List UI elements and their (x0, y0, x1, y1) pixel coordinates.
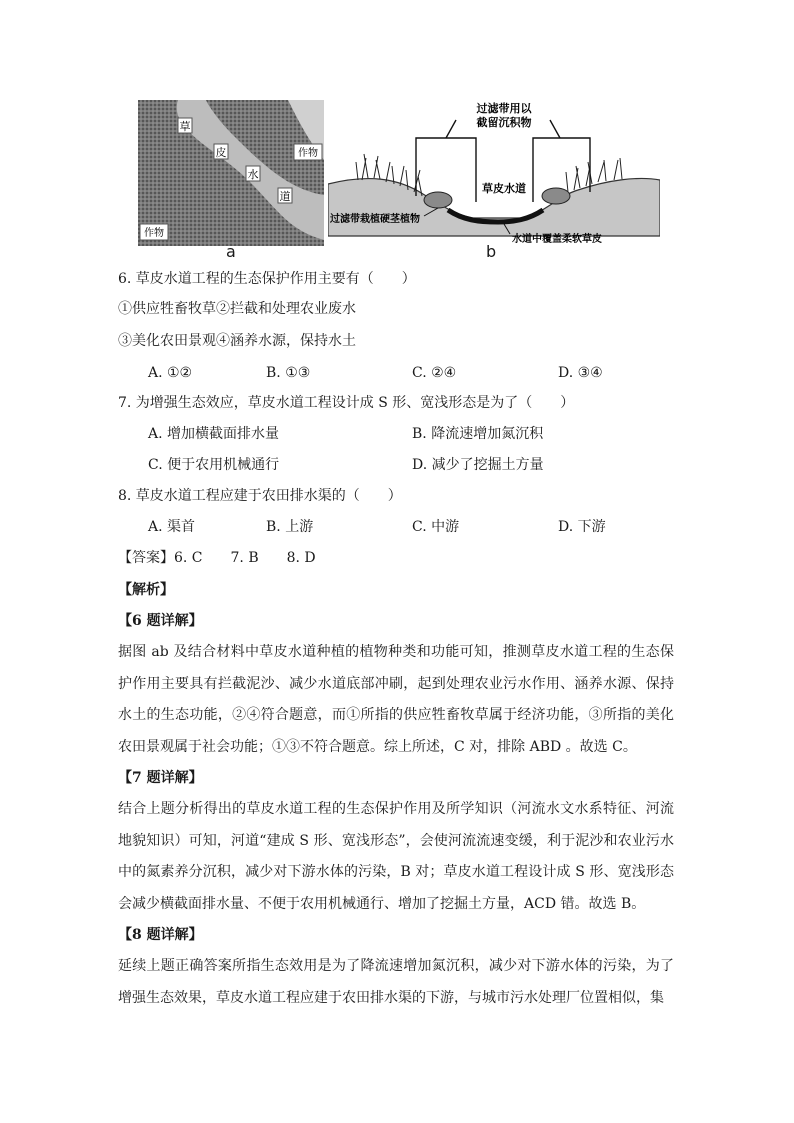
q6-detail-heading: 【6 题详解】 (118, 613, 203, 629)
photo-label-4: 道 (279, 190, 291, 203)
q8-option-a: A. 渠首 (148, 519, 196, 535)
q6-option-c: C. ②④ (412, 365, 457, 381)
q8-detail-text: 延续上题正确答案所指生态效用是为了降流速增加氮沉积，减少对下游水体的污染，为了增强生态效果，草皮水道工程应建于农田排水渠的下游，与城市污水处理厂位置相似，集 (118, 958, 674, 1006)
q7-detail-heading: 【7 题详解】 (118, 770, 203, 786)
q6-option-d: D. ③④ (558, 365, 603, 381)
photo-crop-label-bottom: 作物 (144, 228, 164, 239)
q8-stem: 8. 草皮水道工程应建于农田排水渠的（ ） (118, 488, 402, 504)
figure-label-b: b (486, 242, 497, 261)
diagram-top-label-2: 截留沉积物 (476, 116, 532, 129)
q8-option-b: B. 上游 (266, 519, 314, 535)
photo-label-2: 皮 (215, 146, 227, 159)
q7-stem: 7. 为增强生态效应，草皮水道工程设计成 S 形、宽浅形态是为了（ ） (118, 395, 575, 411)
q6-stem: 6. 草皮水道工程的生态保护作用主要有（ ） (118, 271, 416, 287)
q6-option-a: A. ①② (148, 365, 193, 381)
q6-items-line-2: ③美化农田景观④涵养水源，保持水土 (118, 333, 356, 349)
q8-detail-heading: 【8 题详解】 (118, 927, 203, 943)
q6-items-line-1: ①供应牲畜牧草②拦截和处理农业废水 (118, 301, 356, 317)
figure (138, 96, 660, 264)
q7-option-c: C. 便于农用机械通行 (148, 457, 280, 473)
q8-option-d: D. 下游 (558, 519, 606, 535)
diagram-bottom-label: 水道中覆盖柔软草皮 (512, 234, 602, 245)
photo-label-1: 草 (179, 120, 191, 133)
q7-option-b: B. 降流速增加氮沉积 (412, 426, 544, 442)
figure-label-a: a (226, 242, 236, 261)
q6-option-b: B. ①③ (266, 365, 311, 381)
waterway-cross-section-diagram (328, 96, 660, 246)
photo-crop-label-top: 作物 (298, 148, 318, 159)
q8-option-c: C. 中游 (412, 519, 460, 535)
analysis-heading: 【解析】 (118, 582, 174, 598)
photo-label-3: 水 (247, 168, 259, 181)
diagram-top-label-1: 过滤带用以 (476, 102, 532, 115)
diagram-left-label: 过滤带栽植硬茎植物 (330, 214, 420, 225)
diagram-center-label: 草皮水道 (482, 182, 526, 195)
q7-detail-text: 结合上题分析得出的草皮水道工程的生态保护作用及所学知识（河流水文水系特征、河流地貌知识）可知，河道“建成 S 形、宽浅形态”，会使河流流速变缓，利于泥沙和农业污水中的氮素养分沉积，减少对下游水体的污染，B 对；草皮水道工程设计成 S 形、宽浅形态会减少横截面排水量、不便于农用机械通行、增加了挖掘土方量，ACD 错。故选 B。 (118, 801, 674, 912)
q7-option-d: D. 减少了挖掘土方量 (412, 457, 544, 473)
q7-option-a: A. 增加横截面排水量 (148, 426, 280, 442)
answer-line: 【答案】6. C 7. B 8. D (118, 550, 316, 566)
grass-waterway-photo (138, 100, 324, 246)
q6-detail-text: 据图 ab 及结合材料中草皮水道种植的植物种类和功能可知，推测草皮水道工程的生态保护作用主要具有拦截泥沙、减少水道底部冲刷，起到处理农业污水作用、涵养水源、保持水土的生态功能，②④符合题意，而①所指的供应牲畜牧草属于经济功能，③所指的美化农田景观属于社会功能；①③不符合题意。综上所述，C 对，排除 ABD 。故选 C。 (118, 644, 674, 755)
